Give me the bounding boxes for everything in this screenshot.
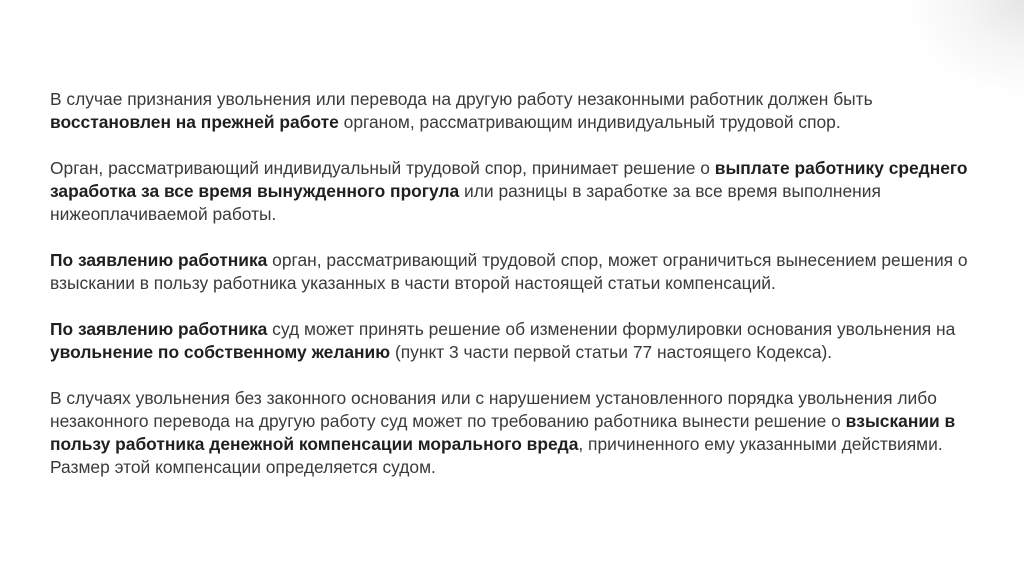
paragraph-emphasis: По заявлению работника: [50, 250, 268, 270]
paragraph-text: В случаях увольнения без законного основания или с нарушением установленного порядка увольнения либо незаконного перевода на другую работу суд может по требованию работника вынести решение о: [50, 388, 937, 431]
paragraph-emphasis: увольнение по собственному желанию: [50, 342, 391, 362]
paragraph-text: органом, рассматривающим индивидуальный трудовой спор.: [338, 112, 841, 132]
paragraph-average-earnings: [50, 157, 980, 226]
paragraph-text: , причиненного ему указанными действиями. Размер этой компенсации определяется судом.: [50, 434, 943, 477]
paragraph-emphasis: выплате работнику среднего заработка за все время вынужденного прогула: [50, 158, 968, 201]
paragraph-text: Орган, рассматривающий индивидуальный трудовой спор, принимает решение о: [50, 158, 715, 178]
paragraph-moral-damage: [50, 387, 980, 479]
paragraph-text: или разницы в заработке за все время выполнения нижеоплачиваемой работы.: [50, 181, 881, 224]
paragraph-wording-change: [50, 318, 980, 364]
paragraph-emphasis: восстановлен на прежней работе: [50, 112, 339, 132]
paragraph-text: (пункт 3 части первой статьи 77 настоящего Кодекса).: [390, 342, 833, 362]
paragraph-reinstatement: [50, 88, 980, 134]
corner-shadow: [904, 0, 1024, 100]
paragraph-emphasis: взыскании в пользу работника денежной компенсации морального вреда: [50, 411, 956, 454]
paragraph-text: В случае признания увольнения или перевода на другую работу незаконными работник должен быть: [50, 89, 873, 109]
paragraph-text: суд может принять решение об изменении формулировки основания увольнения на: [267, 319, 956, 339]
paragraph-emphasis: По заявлению работника: [50, 319, 268, 339]
document-body: [50, 88, 980, 479]
paragraph-text: орган, рассматривающий трудовой спор, может ограничиться вынесением решения о взыскании в пользу работника указанных в части второй настоящей статьи компенсаций.: [50, 250, 968, 293]
paragraph-compensation-only: [50, 249, 980, 295]
